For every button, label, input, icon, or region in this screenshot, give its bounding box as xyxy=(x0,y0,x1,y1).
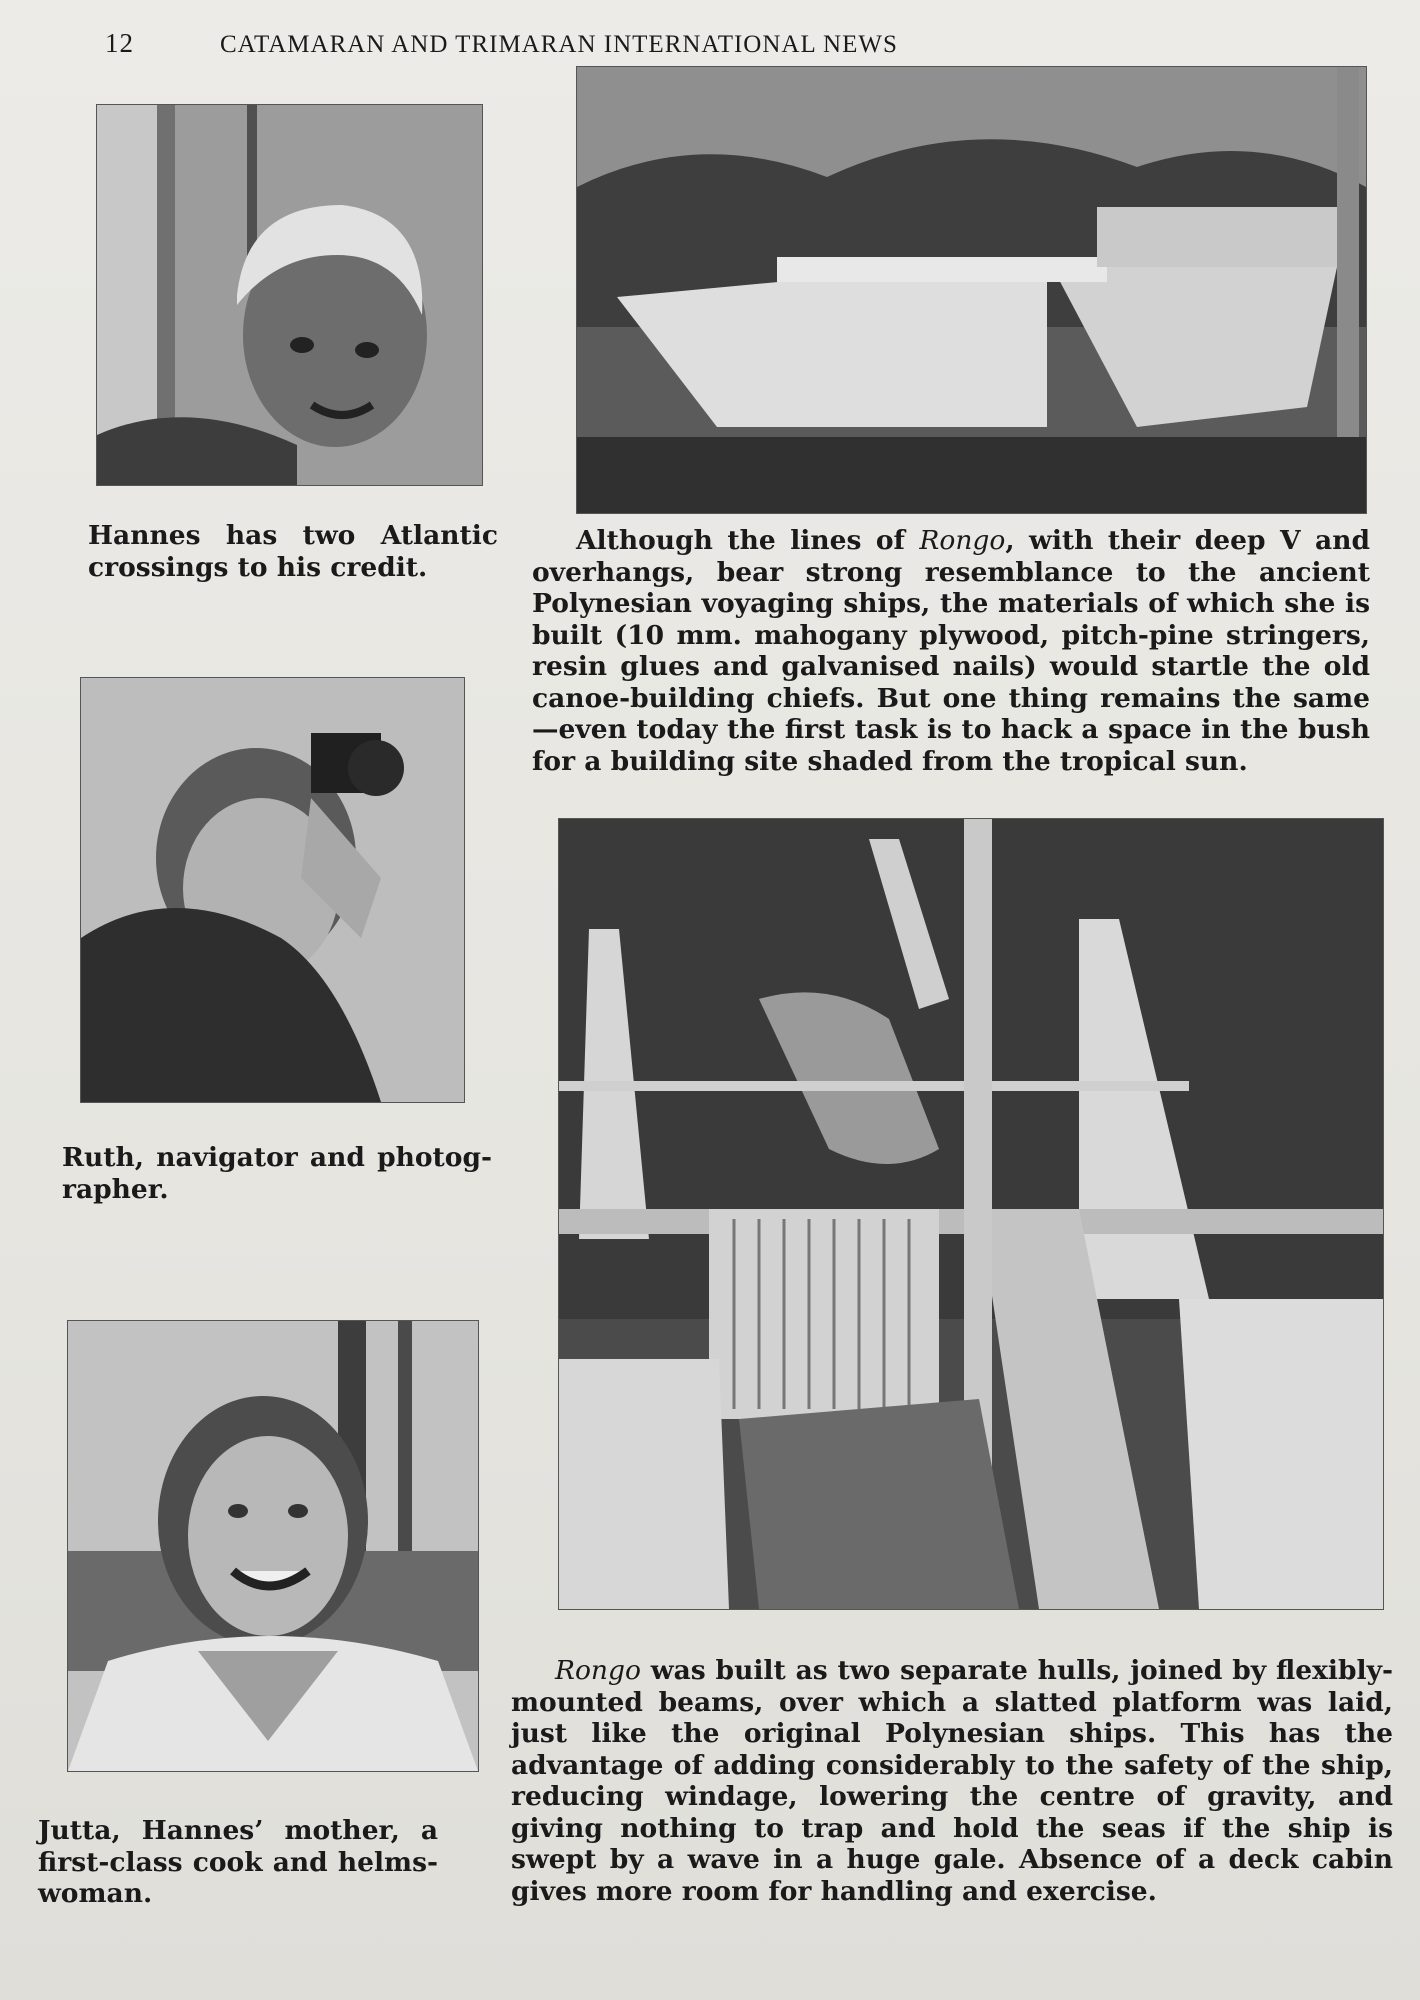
boat-name-rongo: Rongo xyxy=(919,525,1006,556)
caption-platform xyxy=(511,1655,1393,1907)
boat-name-rongo-2: Rongo xyxy=(555,1655,641,1686)
photo-hannes xyxy=(96,104,483,486)
caption-hulls xyxy=(532,525,1370,777)
caption-hannes xyxy=(88,520,498,583)
caption-platform-text: was built as two separate hulls, joined by flexibly-mounted beams, over which a slatted platform was laid, just like the original Polynesian ships. This has the advantage of adding considerably to the safety of the ship, reducing windage, lowering the centre of gravity, and giving nothing to trap and hold the seas if the ship is swept by a wave in a huge gale. Absence of a deck cabin gives more room for handling and exercise. xyxy=(511,1655,1393,1907)
photo-ruth xyxy=(80,677,465,1103)
caption-hulls-pre: Although the lines of xyxy=(576,525,920,556)
caption-jutta xyxy=(38,1815,438,1910)
caption-ruth xyxy=(62,1142,492,1205)
caption-hulls-post: , with their deep V and overhangs, bear strong resemblance to the ancient Polynesian voyaging ships, the materials of which she is built (10 mm. mahogany plywood, pitch-pine stringers, resin glues and galvanised nails) would startle the old canoe-building chiefs. But one thing remains the same—even today the first task is to hack a space in the bush for a building site shaded from the tropical sun. xyxy=(532,525,1370,777)
publication-title: CATAMARAN AND TRIMARAN INTERNATIONAL NEWS xyxy=(220,31,898,58)
page-number: 12 xyxy=(105,28,134,58)
photo-hulls-ashore xyxy=(576,66,1367,514)
caption-ruth-text: Ruth, navigator and photog-rapher. xyxy=(62,1142,492,1205)
page-header xyxy=(105,28,1105,59)
photo-jutta xyxy=(67,1320,479,1772)
photo-deck xyxy=(558,818,1384,1610)
caption-hannes-text: Hannes has two Atlantic crossings to his credit. xyxy=(88,520,498,583)
caption-jutta-text: Jutta, Hannes’ mother, a first-class cook and helms-woman. xyxy=(38,1815,438,1909)
